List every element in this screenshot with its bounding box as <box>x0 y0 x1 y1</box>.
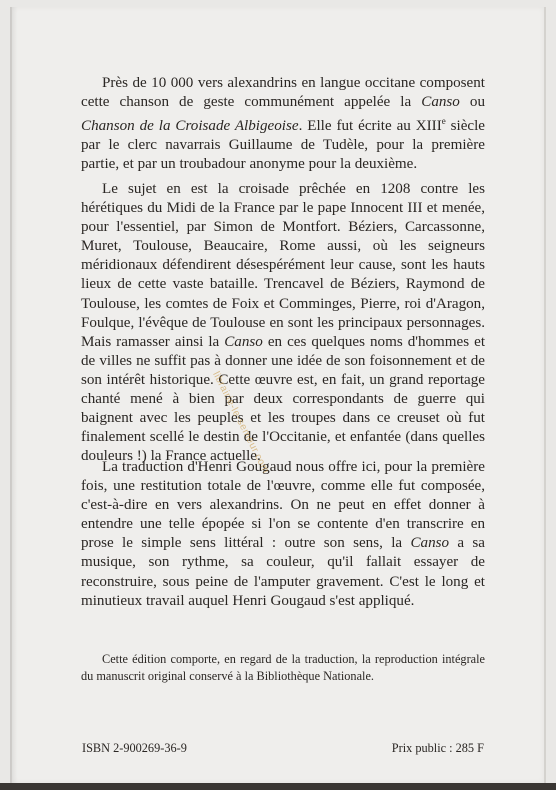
p3-text-b: a sa musique, son rythme, sa couleur, qu'il fallait essayer de reconstruire, sous peine de l'amputer gravement. C'est le long et minutieux travail auquel Henri Gougaud s'est appliqué. <box>81 535 485 609</box>
blurb-paragraph-3 <box>81 458 485 611</box>
blurb-paragraph-1 <box>81 74 485 175</box>
p2-text-b: en ces quelques noms d'hommes et de villes ne suffit pas à donner une idée de son foisonnement et de son intérêt historique. Cette œuvre est, en fait, un grand reportage chanté mené à bien par deux correspondants de guerre qui baignent avec les peuples et les troupes dans ce creuset où fut finalement scellé le destin de l'Occitanie, et enfantée (dans quelles douleurs !) la France actuelle. <box>81 333 486 465</box>
p1-title-canso: Canso <box>421 94 460 111</box>
p1-superscript: e <box>441 116 446 127</box>
p2-title-canso: Canso <box>224 333 263 350</box>
spine-shadow <box>10 7 18 783</box>
price-label: Prix public : 285 F <box>391 741 484 755</box>
watermark-text: librairie-le-semeur.com <box>210 370 272 476</box>
p1-text-c: . Elle fut écrite au XIII <box>298 118 442 135</box>
edition-note <box>81 651 485 684</box>
p3-title-canso: Canso <box>410 535 450 552</box>
p3-text-a: La traduction d'Henri Gougaud nous offre ici, pour la première fois, une restitution totale de l'œuvre, comme elle fut composée, c'est-à-dire en vers alexandrins. On ne peut en effet donner à entendre une telle épopée si l'on se contente d'en transcrire en prose le simple sens littéral : outre son sens, la <box>81 459 485 552</box>
edition-note-text: Cette édition comporte, en regard de la traduction, la reproduction intégrale du manuscrit original conservé à la Bibliothèque Nationale. <box>81 652 485 683</box>
p1-text-a: Près de 10 000 vers alexandrins en langue occitane composent cette chanson de geste communément appelée la <box>81 75 485 111</box>
p1-text-b: ou <box>459 94 486 111</box>
isbn-label: ISBN 2-900269-36-9 <box>82 741 187 755</box>
p1-text-d: siècle par le clerc navarrais Guillaume de Tudèle, pour la première partie, et par un troubadour anonyme pour la deuxième. <box>81 118 485 173</box>
bottom-edge <box>0 783 556 790</box>
blurb-paragraph-2 <box>81 180 485 466</box>
p2-text-a: Le sujet en est la croisade prêchée en 1208 contre les hérétiques du Midi de la France par le pape Innocent III et menée, pour l'essentiel, par Simon de Montfort. Béziers, Carcassonne, Muret, Toulouse, Beaucaire, Rome aussi, où les seigneurs méridionaux défendirent désespérément leur cause, sont les hauts lieux de cette vaste bataille. Trencavel de Béziers, Raymond de Toulouse, les comtes de Foix et Comminges, Pierre, roi d'Aragon, Foulque, l'évêque de Toulouse en sont les principaux personnages. Mais ramasser ainsi la <box>81 181 485 350</box>
p1-title-chanson: Chanson de la Croisade Albigeoise <box>81 118 299 135</box>
